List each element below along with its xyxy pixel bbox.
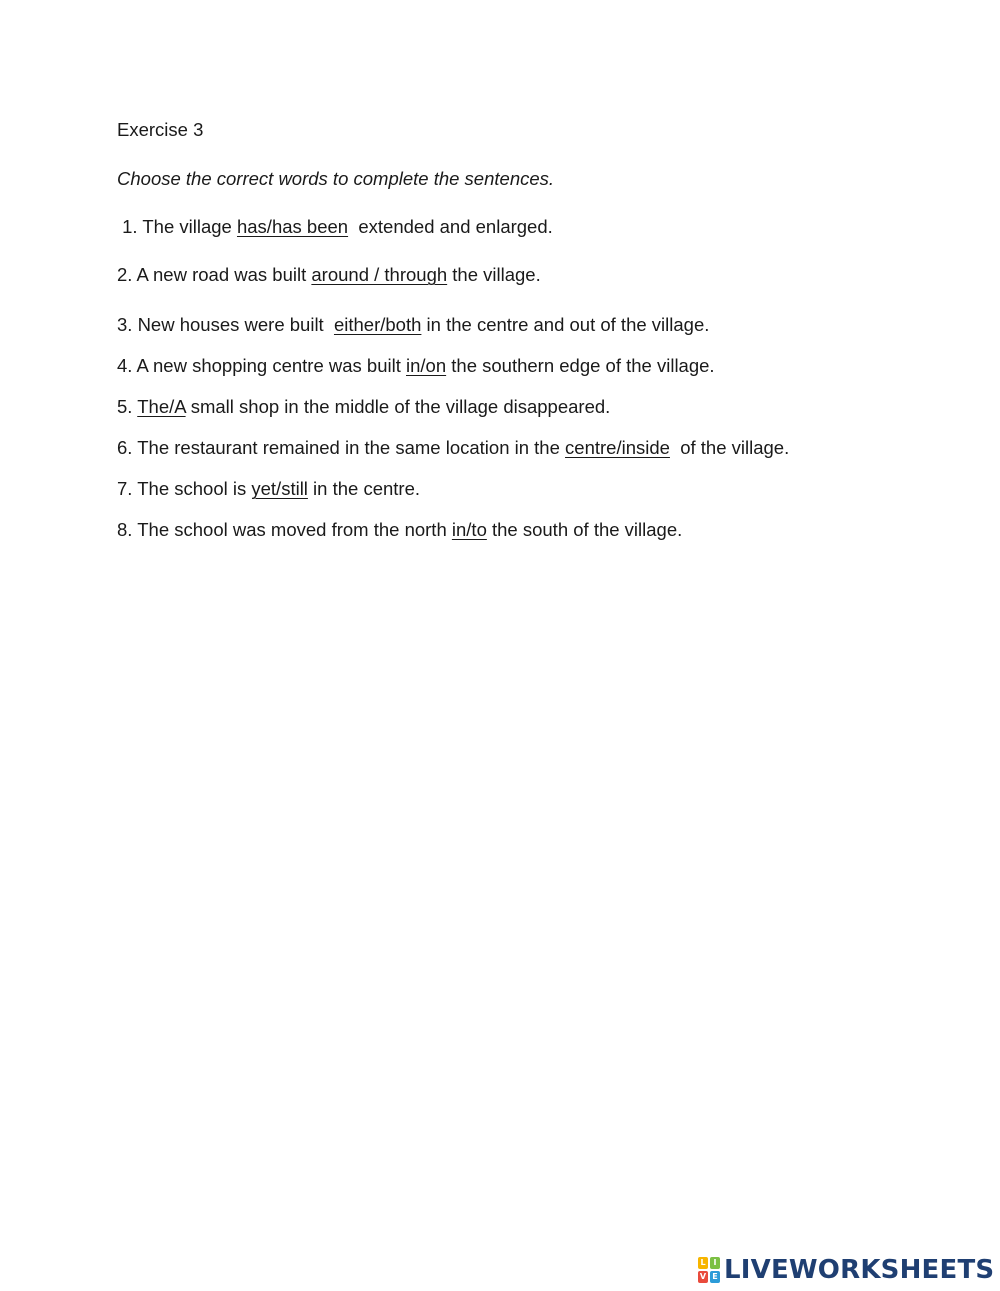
question-4-after: the southern edge of the village. — [446, 355, 715, 376]
question-1-options[interactable]: has/has been — [236, 216, 349, 237]
question-3-after: in the centre and out of the village. — [421, 314, 710, 335]
logo-tile-v: V — [699, 1272, 707, 1281]
question-8-before: 8. The school was moved from the north — [117, 519, 452, 540]
question-5-before: 5. — [117, 396, 138, 417]
question-7-before: 7. The school is — [117, 478, 252, 499]
exercise-title: Exercise 3 — [117, 119, 204, 140]
question-4 — [117, 355, 715, 377]
question-5 — [117, 396, 610, 418]
question-7-after: in the centre. — [307, 478, 421, 499]
question-4-options[interactable]: in/on — [406, 355, 447, 376]
question-6-before: 6. The restaurant remained in the same location in the — [117, 437, 566, 458]
question-2-options[interactable]: around / through — [311, 264, 448, 285]
question-6 — [117, 437, 789, 459]
brand-name: LIVEWORKSHEETS — [724, 1255, 995, 1285]
logo-tile-i: I — [710, 1257, 720, 1269]
question-3-options[interactable]: either/both — [333, 314, 422, 335]
question-1-before: 1. The village — [117, 216, 237, 237]
question-3 — [117, 314, 709, 336]
question-8-after: the south of the village. — [486, 519, 683, 540]
question-1-after: extended and enlarged. — [348, 216, 553, 237]
logo-tile-l: L — [698, 1257, 708, 1269]
question-7-options[interactable]: yet/still — [251, 478, 308, 499]
question-6-options[interactable]: centre/inside — [565, 437, 670, 458]
question-5-options[interactable]: The/A — [137, 396, 186, 417]
question-4-before: 4. A new shopping centre was built — [117, 355, 406, 376]
question-2 — [117, 264, 541, 286]
question-1 — [117, 216, 553, 238]
logo-tile-e: E — [710, 1271, 720, 1283]
liveworksheets-brand[interactable] — [698, 1256, 994, 1284]
question-3-before: 3. New houses were built — [117, 314, 334, 335]
question-8 — [117, 519, 682, 541]
question-5-after: small shop in the middle of the village disappeared. — [185, 396, 611, 417]
liveworksheets-logo-icon — [698, 1257, 720, 1283]
question-6-after: of the village. — [669, 437, 790, 458]
question-8-options[interactable]: in/to — [451, 519, 487, 540]
question-2-before: 2. A new road was built — [117, 264, 312, 285]
question-7 — [117, 478, 420, 500]
exercise-instructions: Choose the correct words to complete the sentences. — [117, 168, 555, 189]
question-2-after: the village. — [447, 264, 541, 285]
